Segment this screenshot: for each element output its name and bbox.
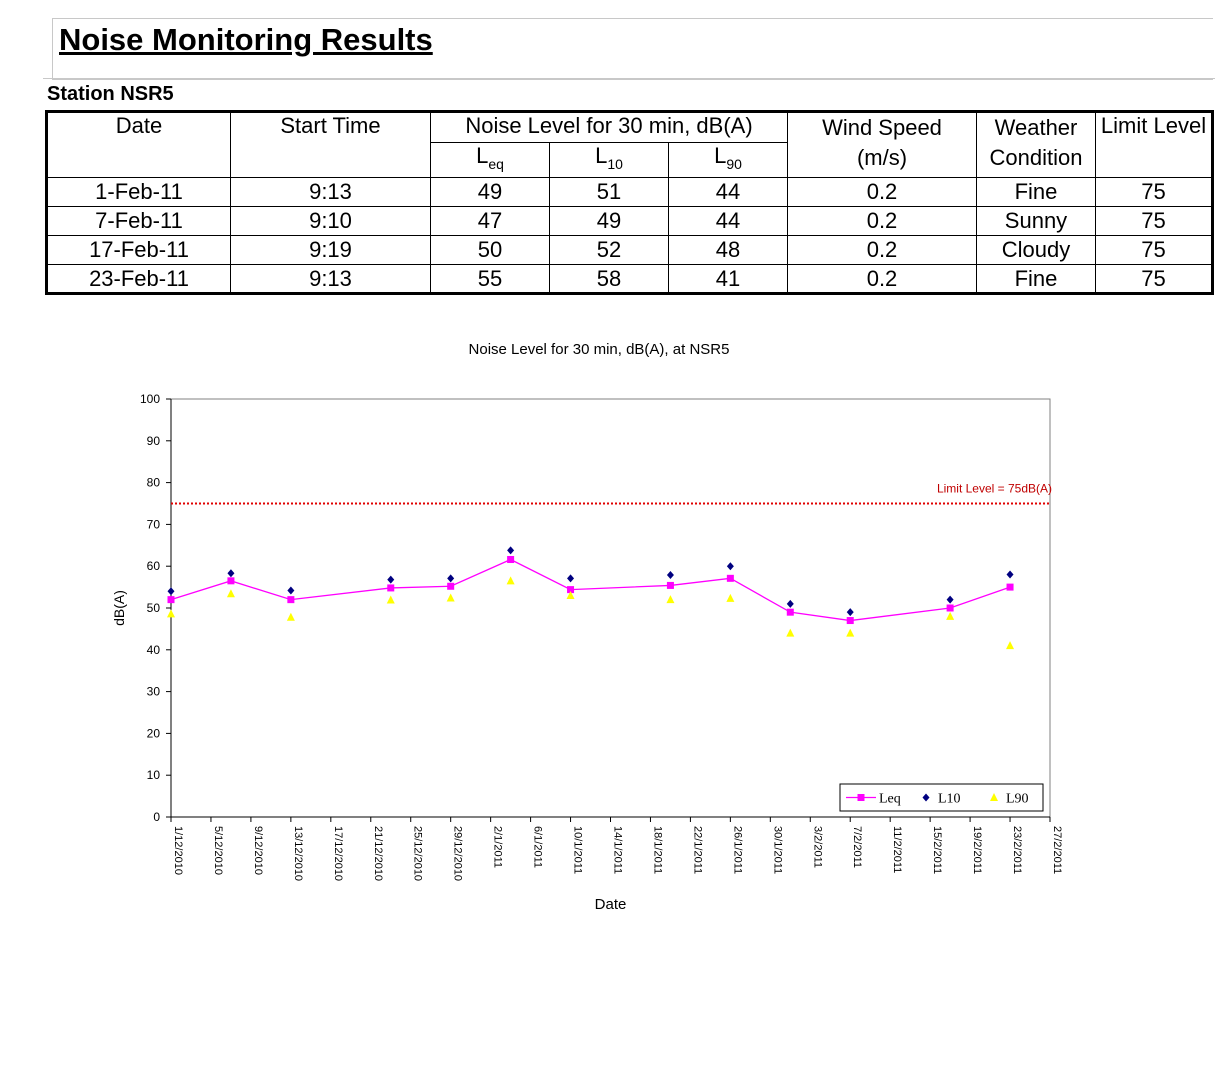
cell-leq: 55: [431, 265, 550, 294]
y-tick-label: 0: [153, 810, 160, 824]
x-tick-label: 2/1/2011: [491, 826, 504, 869]
x-tick-label: 25/12/2010: [411, 826, 424, 882]
x-tick-label: 3/2/2011: [811, 826, 824, 869]
y-tick-label: 20: [146, 726, 160, 741]
point-leq: [227, 577, 234, 584]
cell-date: 23-Feb-11: [47, 265, 231, 294]
y-tick-label: 60: [146, 559, 160, 574]
point-leq: [727, 575, 734, 582]
x-tick-label: 10/1/2011: [571, 826, 584, 875]
x-tick-label: 5/12/2010: [211, 826, 224, 875]
y-tick-label: 40: [146, 642, 160, 657]
y-tick-label: 90: [146, 433, 160, 448]
y-tick-label: 100: [139, 392, 160, 406]
header-date: Date: [47, 112, 231, 178]
legend-label-l90: L90: [1006, 791, 1029, 807]
cell-weather: Cloudy: [977, 236, 1096, 265]
y-tick-label: 50: [146, 601, 160, 615]
chart-title: Noise Level for 30 min, dB(A), at NSR5: [468, 341, 730, 358]
cell-l10: 58: [550, 265, 669, 294]
legend-marker-leq: [858, 794, 865, 801]
header-leq-main: L: [476, 143, 489, 168]
cell-l10: 51: [550, 178, 669, 207]
x-tick-label: 29/12/2010: [451, 826, 464, 882]
x-tick-label: 11/2/2011: [891, 826, 904, 874]
x-tick-label: 13/12/2010: [291, 826, 304, 882]
cell-weather: Fine: [977, 178, 1096, 207]
cell-l90: 41: [669, 265, 788, 294]
cell-leq: 47: [431, 207, 550, 236]
point-leq: [847, 617, 854, 624]
cell-l90: 44: [669, 178, 788, 207]
header-wind-speed-line1: Wind Speed: [822, 115, 942, 140]
x-tick-label: 7/2/2011: [851, 826, 864, 869]
legend-label-leq: Leq: [879, 791, 901, 807]
cell-wind: 0.2: [788, 207, 977, 236]
point-leq: [787, 609, 794, 616]
x-tick-label: 1/12/2010: [172, 826, 184, 875]
header-noise-level: Noise Level for 30 min, dB(A): [431, 112, 788, 143]
header-leq-sub: eq: [488, 156, 504, 172]
point-leq: [1007, 584, 1014, 591]
cell-start-time: 9:19: [231, 236, 431, 265]
cell-weather: Fine: [977, 265, 1096, 294]
y-tick-label: 30: [146, 684, 160, 699]
station-label: Station NSR5: [47, 83, 174, 105]
x-tick-label: 9/12/2010: [251, 826, 264, 875]
x-tick-label: 22/1/2011: [691, 826, 704, 875]
y-axis-title: dB(A): [111, 590, 127, 626]
cell-l90: 48: [669, 236, 788, 265]
x-tick-label: 14/1/2011: [611, 826, 624, 875]
y-tick-label: 80: [146, 475, 160, 490]
x-tick-label: 19/2/2011: [971, 826, 984, 875]
point-leq: [387, 584, 394, 591]
point-leq: [507, 556, 514, 563]
cell-date: 7-Feb-11: [47, 207, 231, 236]
x-axis-title: Date: [594, 896, 627, 913]
legend-label-l10: L10: [938, 791, 961, 807]
point-leq: [947, 605, 954, 612]
y-tick-label: 70: [146, 517, 160, 532]
cell-date: 17-Feb-11: [47, 236, 231, 265]
x-tick-label: 21/12/2010: [371, 826, 384, 882]
x-tick-label: 15/2/2011: [931, 826, 944, 875]
header-weather-line1: Weather: [994, 115, 1078, 140]
x-tick-label: 18/1/2011: [651, 826, 664, 875]
cell-wind: 0.2: [788, 236, 977, 265]
cell-start-time: 9:13: [231, 178, 431, 207]
cell-wind: 0.2: [788, 178, 977, 207]
x-tick-label: 17/12/2010: [331, 826, 344, 882]
cell-weather: Sunny: [977, 207, 1096, 236]
point-leq: [168, 596, 175, 603]
header-l10-main: L: [595, 143, 608, 168]
cell-date: 1-Feb-11: [47, 178, 231, 207]
header-l90-sub: 90: [726, 156, 742, 172]
header-limit-level: Limit Level: [1096, 112, 1213, 178]
header-wind-speed-line2: (m/s): [856, 145, 908, 170]
cell-leq: 49: [431, 178, 550, 207]
x-tick-label: 6/1/2011: [531, 826, 544, 869]
cell-l10: 49: [550, 207, 669, 236]
cell-wind: 0.2: [788, 265, 977, 294]
header-l10-sub: 10: [607, 156, 623, 172]
header-weather-line2: Condition: [989, 145, 1083, 170]
cell-limit: 75: [1096, 236, 1213, 265]
x-tick-label: 23/2/2011: [1011, 826, 1024, 875]
point-leq: [447, 583, 454, 590]
plot-area: [171, 399, 1050, 817]
limit-label: Limit Level = 75dB(A): [936, 481, 1052, 496]
cell-leq: 50: [431, 236, 550, 265]
y-tick-label: 10: [146, 768, 160, 783]
point-leq: [287, 596, 294, 603]
page-title: Noise Monitoring Results: [59, 22, 433, 57]
cell-start-time: 9:10: [231, 207, 431, 236]
cell-l10: 52: [550, 236, 669, 265]
cell-start-time: 9:13: [231, 265, 431, 294]
header-l90-main: L: [714, 143, 727, 168]
header-start-time: Start Time: [231, 112, 431, 178]
x-tick-label: 27/2/2011: [1051, 826, 1063, 875]
cell-limit: 75: [1096, 207, 1213, 236]
point-leq: [667, 582, 674, 589]
cell-limit: 75: [1096, 265, 1213, 294]
cell-limit: 75: [1096, 178, 1213, 207]
x-tick-label: 30/1/2011: [771, 826, 784, 875]
cell-l90: 44: [669, 207, 788, 236]
x-tick-label: 26/1/2011: [731, 826, 744, 875]
